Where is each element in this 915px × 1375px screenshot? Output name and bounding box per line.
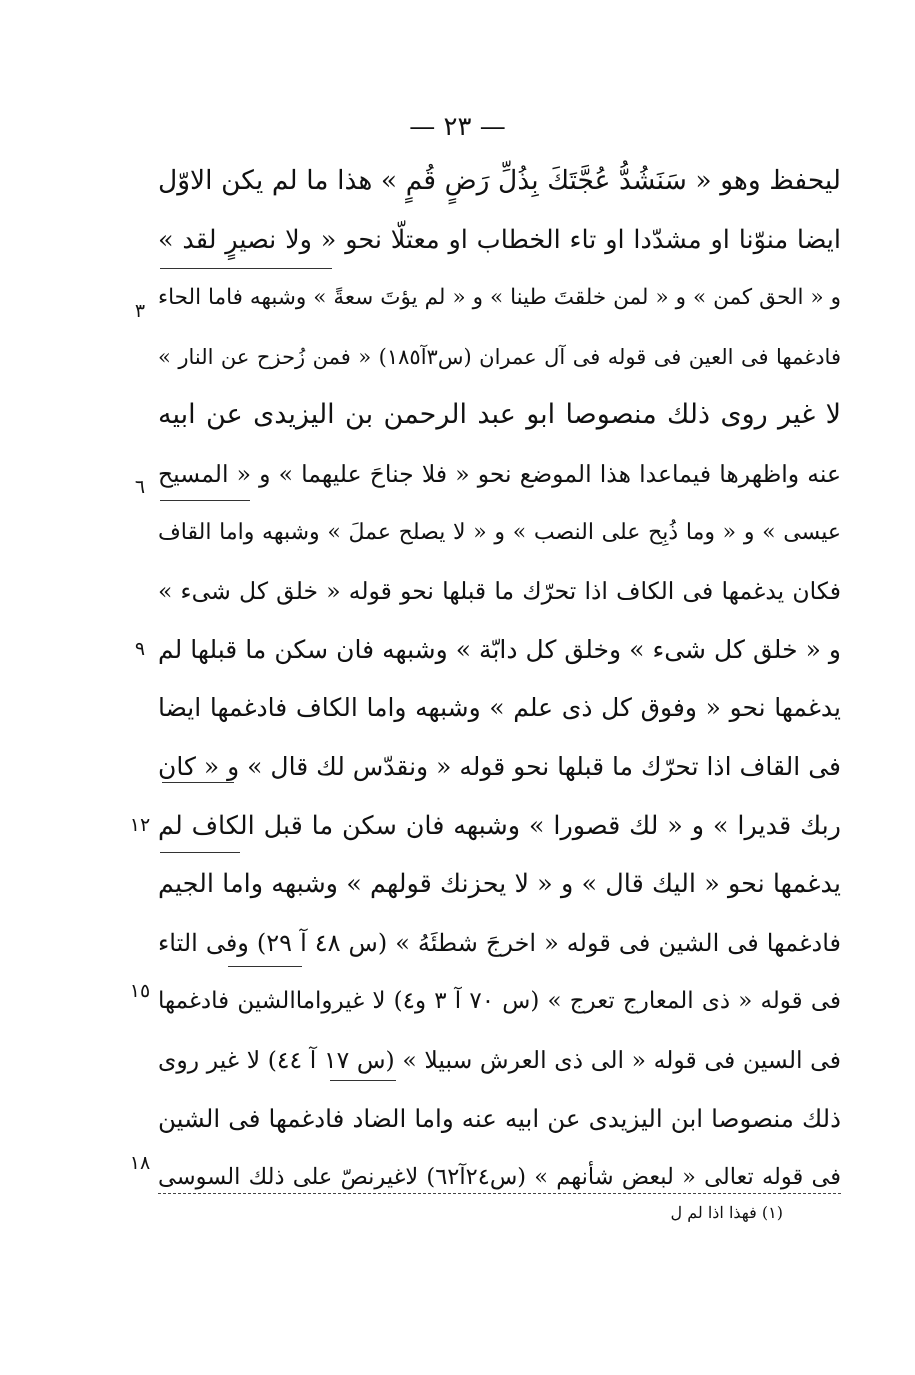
underline-mark [228, 966, 302, 967]
text-line: فى قوله « ذى المعارج تعرج » (س ٧٠ آ ٣ و٤) لا غيرواماالشين فادغمها [158, 988, 842, 1015]
line-number-marker: ١٥ [129, 980, 151, 1002]
text-line: ليحفظ وهو « سَنَشُدُّ عُجَّتَكَ بِذُلِّ رَضٍ قُمٍ » هذا ما لم يكن الاوّل [158, 165, 841, 196]
underline-mark [160, 268, 332, 269]
text-line: عيسى » و « وما ذُبِح على النصب » و « لا يصلح عملَ » وشبهه واما القاف [158, 519, 841, 545]
footnote-separator [158, 1193, 841, 1194]
underline-mark [160, 500, 250, 501]
text-line: ايضا منوّنا او مشدّدا او تاء الخطاب او معتلّا نحو « ولا نصيرٍ لقد » [158, 224, 841, 255]
page-number: — ٢٣ — [409, 112, 506, 142]
underline-mark [330, 1080, 396, 1081]
text-line: و « خلق كل شىء » وخلق كل دابّة » وشبهه فان سكن ما قبلها لم [158, 634, 841, 664]
footnote: (١) فهذا اذا لم ل [670, 1203, 783, 1222]
line-number-marker: ١٢ [129, 814, 151, 836]
underline-mark [160, 852, 240, 853]
text-line: فى السين فى قوله « الى ذى العرش سبيلا » (س ١٧ آ ٤٤) لا غير روى [158, 1045, 841, 1074]
main-text [158, 152, 841, 1207]
text-line: فكان يدغمها فى الكاف اذا تحرّك ما قبلها نحو قوله « خلق كل شىء » [158, 577, 841, 606]
line-number-marker: ٣ [134, 300, 146, 322]
text-line: ذلك منصوصا ابن اليزيدى عن ابيه عنه واما الضاد فادغمها فى الشين [158, 1103, 841, 1133]
text-line: و « الحق كمن » و « لمن خلقتَ طينا » و « لم يؤتَ سعةً » وشبهه فاما الحاء [158, 285, 841, 311]
text-line: فادغمها فى الشين فى قوله « اخرجَ شطئَهُ » (س ٤٨ آ ٢٩) وفى التاء [158, 928, 842, 957]
text-line: لا غير روى ذلك منصوصا ابو عبد الرحمن بن اليزيدى عن ابيه [158, 399, 841, 431]
line-number-marker: ١٨ [129, 1152, 151, 1174]
text-line: فادغمها فى العين فى قوله فى آل عمران (س٣آ١٨٥) « فمن زُحزح عن النار » [158, 344, 841, 369]
text-line: عنه واظهرها فيماعدا هذا الموضع نحو « فلا جناحَ عليهما » و « المسيح [158, 459, 841, 488]
line-number-marker: ٦ [134, 476, 146, 498]
text-line: يدغمها نحو « اليك قال » و « لا يحزنك قولهم » وشبهه واما الجيم [158, 869, 841, 900]
line-number-marker: ٩ [134, 638, 146, 660]
text-line: يدغمها نحو « وفوق كل ذى علم » وشبهه واما الكاف فادغمها ايضا [158, 693, 841, 723]
text-line: ربك قديرا » و « لك قصورا » وشبهه فان سكن ما قبل الكاف لم [158, 810, 841, 841]
text-line: فى قوله تعالى « لبعض شأنهم » (س٢٤آ٦٢) لاغيرنصّ على ذلك السوسى [158, 1164, 842, 1191]
underline-mark [162, 782, 234, 783]
text-line: فى القاف اذا تحرّك ما قبلها نحو قوله « ونقدّس لك قال » و « كان [158, 751, 841, 781]
